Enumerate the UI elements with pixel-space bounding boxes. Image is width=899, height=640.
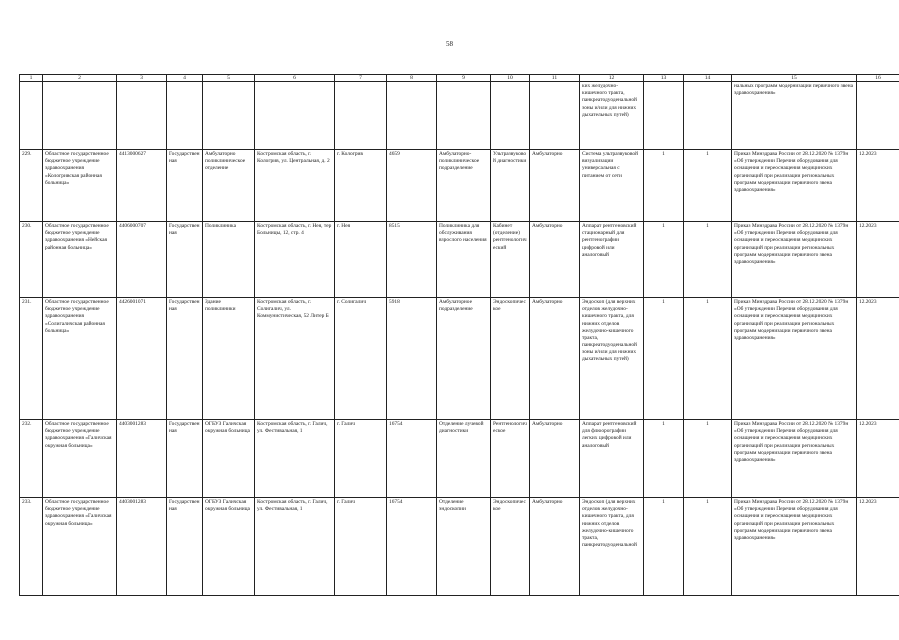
care-type-cell: Амбулаторно: [530, 420, 580, 498]
column-header: 4: [167, 75, 203, 82]
column-header: 7: [335, 75, 387, 82]
date-cell: 12.2023: [857, 150, 899, 222]
equipment-cell: Эндоскоп (для верхних отделов желудочно-кишечного тракта, для нижних отделов желудочно-кишечного тракта, панкреатодуоденальной зоны и/или для нижних дыхательных путей): [580, 298, 644, 420]
table-cell: [335, 82, 387, 150]
care-type-cell: Амбулаторно: [530, 498, 580, 596]
quantity-cell: 1: [684, 150, 732, 222]
column-header: 5: [203, 75, 255, 82]
table-row: [20, 298, 899, 420]
building-cell: Здание поликлиники: [203, 298, 255, 420]
quantity-cell: 1: [684, 420, 732, 498]
column-header: 14: [684, 75, 732, 82]
table-cell: [491, 82, 530, 150]
ownership-cell: Государственная: [167, 222, 203, 298]
quantity-cell: 1: [684, 298, 732, 420]
row-number-cell: 230.: [20, 222, 43, 298]
unit-cell: Отделение лучевой диагностики: [437, 420, 491, 498]
table-cell: [644, 82, 684, 150]
column-header: 11: [530, 75, 580, 82]
organization-cell: Областное государственное бюджетное учреждение здравоохранения «Кологривская районная больница»: [43, 150, 117, 222]
building-cell: Поликлиника: [203, 222, 255, 298]
inn-cell: 4406000707: [117, 222, 167, 298]
department-cell: Эндоскопическое: [491, 498, 530, 596]
quantity-cell: 1: [644, 222, 684, 298]
column-header: 1: [20, 75, 43, 82]
table-cell: [117, 82, 167, 150]
city-cell: г. Кологрив: [335, 150, 387, 222]
care-type-cell: Амбулаторно: [530, 150, 580, 222]
table-row: [20, 222, 899, 298]
ownership-cell: Государственная: [167, 298, 203, 420]
unit-cell: Отделение эндоскопии: [437, 498, 491, 596]
table-cell: [203, 82, 255, 150]
table-cell: [255, 82, 335, 150]
quantity-cell: 1: [644, 298, 684, 420]
column-header: 13: [644, 75, 684, 82]
date-cell: 12.2023: [857, 222, 899, 298]
table-cell: [437, 82, 491, 150]
table-cell: [387, 82, 437, 150]
basis-cell: Приказ Минздрава России от 28.12.2020 № 1379н «Об утверждении Перечня оборудования для оснащения и переоснащения медицинских организаций при реализации региональных программ модернизации первичного звена здравоохранения»: [732, 498, 857, 596]
equipment-cell: Система ультразвуковой визуализации универсальная с питанием от сети: [580, 150, 644, 222]
equipment-cell: Эндоскоп (для верхних отделов желудочно-кишечного тракта, для нижних отделов желудочно-кишечного тракта, панкреатодуоденальной: [580, 498, 644, 596]
table-row: [20, 498, 899, 596]
quantity-cell: 1: [644, 150, 684, 222]
page-number: 58: [446, 40, 453, 48]
address-cell: Костромская область, г. Кологрив, ул. Центральная, д. 2: [255, 150, 335, 222]
code-cell: 4659: [387, 150, 437, 222]
equipment-cell: ких желудочно-кишечного тракта, панкреатодуоденальной зоны и/или для нижних дыхательных путей): [580, 82, 644, 150]
table-cell: [684, 82, 732, 150]
quantity-cell: 1: [684, 222, 732, 298]
address-cell: Костромская область, г. Нея, тер Больницы, 12, стр. 4: [255, 222, 335, 298]
city-cell: г. Нея: [335, 222, 387, 298]
column-header: 15: [732, 75, 857, 82]
equipment-register-table: [19, 74, 899, 596]
inn-cell: 4413000627: [117, 150, 167, 222]
continuation-row: [20, 82, 899, 150]
building-cell: ОГБУЗ Галичская окружная больница: [203, 420, 255, 498]
column-header: 16: [857, 75, 899, 82]
code-cell: 8515: [387, 222, 437, 298]
code-cell: 5918: [387, 298, 437, 420]
code-cell: 16754: [387, 420, 437, 498]
date-cell: 12.2023: [857, 420, 899, 498]
column-header: 2: [43, 75, 117, 82]
unit-cell: Амбулаторное подразделение: [437, 298, 491, 420]
table-cell: [530, 82, 580, 150]
date-cell: 12.2023: [857, 298, 899, 420]
organization-cell: Областное государственное бюджетное учреждение здравоохранения «Солигаличская районная больница»: [43, 298, 117, 420]
table-row: [20, 150, 899, 222]
column-header: 9: [437, 75, 491, 82]
date-cell: 12.2023: [857, 498, 899, 596]
row-number-cell: 231.: [20, 298, 43, 420]
care-type-cell: Амбулаторно: [530, 222, 580, 298]
table-cell: [167, 82, 203, 150]
city-cell: г. Галич: [335, 420, 387, 498]
ownership-cell: Государственная: [167, 150, 203, 222]
row-number-cell: 232.: [20, 420, 43, 498]
city-cell: г. Галич: [335, 498, 387, 596]
row-number-cell: 233.: [20, 498, 43, 596]
basis-cell: нальных программ модернизации первичного звена здравоохранения»: [732, 82, 857, 150]
column-header: 12: [580, 75, 644, 82]
column-header: 3: [117, 75, 167, 82]
unit-cell: Поликлиника для обслуживания взрослого населения: [437, 222, 491, 298]
table-cell: [857, 82, 899, 150]
quantity-cell: 1: [684, 498, 732, 596]
quantity-cell: 1: [644, 420, 684, 498]
column-header: 8: [387, 75, 437, 82]
equipment-cell: Аппарат рентгеновский стационарный для рентгенографии цифровой или аналоговый: [580, 222, 644, 298]
ownership-cell: Государственная: [167, 420, 203, 498]
basis-cell: Приказ Минздрава России от 28.12.2020 № 1379н «Об утверждении Перечня оборудования для оснащения и переоснащения медицинских организаций при реализации региональных программ модернизации первичного звена здравоохранения»: [732, 420, 857, 498]
address-cell: Костромская область, г. Галич, ул. Фестивальная, 1: [255, 498, 335, 596]
code-cell: 16754: [387, 498, 437, 596]
equipment-cell: Аппарат рентгеновский для флюорографии легких цифровой или аналоговый: [580, 420, 644, 498]
inn-cell: 4403001283: [117, 420, 167, 498]
department-cell: Эндоскопическое: [491, 298, 530, 420]
quantity-cell: 1: [644, 498, 684, 596]
city-cell: г. Солигалич: [335, 298, 387, 420]
unit-cell: Амбулаторно-поликлиническое подразделение: [437, 150, 491, 222]
basis-cell: Приказ Минздрава России от 28.12.2020 № 1379н «Об утверждении Перечня оборудования для оснащения и переоснащения медицинских организаций при реализации региональных программ модернизации первичного звена здравоохранения»: [732, 150, 857, 222]
department-cell: Рентгенологическое: [491, 420, 530, 498]
inn-cell: 4426001071: [117, 298, 167, 420]
header-row: [20, 75, 899, 82]
table-row: [20, 420, 899, 498]
building-cell: ОГБУЗ Галичская окружная больница: [203, 498, 255, 596]
department-cell: Кабинет (отделение) рентгенологический: [491, 222, 530, 298]
table-cell: [43, 82, 117, 150]
care-type-cell: Амбулаторно: [530, 298, 580, 420]
department-cell: Ультразвуковой диагностики: [491, 150, 530, 222]
row-number-cell: 229.: [20, 150, 43, 222]
building-cell: Амбулаторно поликлиническое отделение: [203, 150, 255, 222]
ownership-cell: Государственная: [167, 498, 203, 596]
basis-cell: Приказ Минздрава России от 28.12.2020 № 1379н «Об утверждении Перечня оборудования для оснащения и переоснащения медицинских организаций при реализации региональных программ модернизации первичного звена здравоохранения»: [732, 222, 857, 298]
basis-cell: Приказ Минздрава России от 28.12.2020 № 1379н «Об утверждении Перечня оборудования для оснащения и переоснащения медицинских организаций при реализации региональных программ модернизации первичного звена здравоохранения»: [732, 298, 857, 420]
inn-cell: 4403001283: [117, 498, 167, 596]
organization-cell: Областное государственное бюджетное учреждение здравоохранения «Галичская окружная больница»: [43, 420, 117, 498]
organization-cell: Областное государственное бюджетное учреждение здравоохранения «Галичская окружная больница»: [43, 498, 117, 596]
organization-cell: Областное государственное бюджетное учреждение здравоохранения «Нейская районная больница»: [43, 222, 117, 298]
column-header: 6: [255, 75, 335, 82]
column-header: 10: [491, 75, 530, 82]
table-cell: [20, 82, 43, 150]
address-cell: Костромская область, г. Галич, ул. Фестивальная, 1: [255, 420, 335, 498]
address-cell: Костромская область, г. Солигалич, ул. Коммунистическая, 52 Литер Б: [255, 298, 335, 420]
